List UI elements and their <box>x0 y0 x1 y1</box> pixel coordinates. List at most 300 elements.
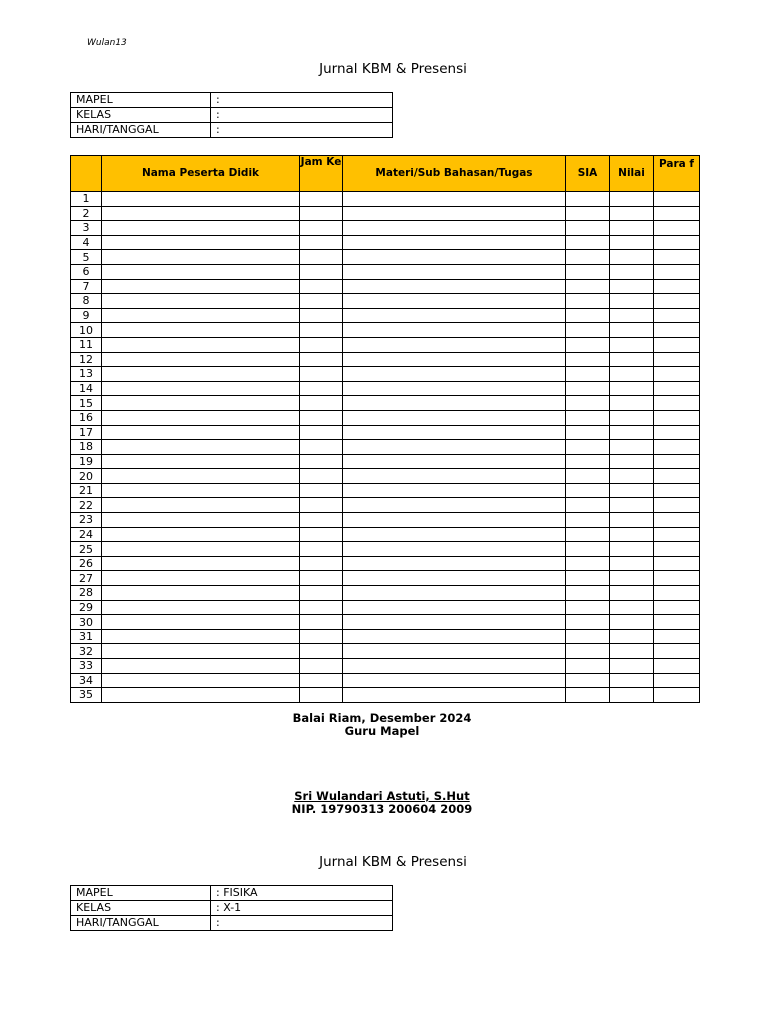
table-cell <box>300 221 343 236</box>
table-cell <box>102 688 300 703</box>
table-cell <box>566 556 610 571</box>
row-number: 5 <box>71 250 102 265</box>
table-cell <box>610 600 654 615</box>
table-row <box>71 294 700 309</box>
table-row <box>71 586 700 601</box>
table-row <box>71 469 700 484</box>
table-cell <box>102 556 300 571</box>
header-sia: SIA <box>566 156 610 192</box>
header-jam: Jam Ke <box>300 156 343 192</box>
table-cell <box>654 600 700 615</box>
table-cell <box>610 673 654 688</box>
table-cell <box>654 644 700 659</box>
row-number: 7 <box>71 279 102 294</box>
table-cell <box>102 469 300 484</box>
row-number: 12 <box>71 352 102 367</box>
table-cell <box>566 367 610 382</box>
row-number: 11 <box>71 337 102 352</box>
row-number: 17 <box>71 425 102 440</box>
row-number: 26 <box>71 556 102 571</box>
table-cell <box>102 206 300 221</box>
table-cell <box>343 410 566 425</box>
table-cell <box>566 192 610 207</box>
table-cell <box>654 615 700 630</box>
table-cell <box>300 615 343 630</box>
row-number: 22 <box>71 498 102 513</box>
table-cell <box>566 527 610 542</box>
table-row <box>71 381 700 396</box>
table-row <box>71 206 700 221</box>
row-number: 16 <box>71 410 102 425</box>
table-cell <box>343 367 566 382</box>
row-number: 4 <box>71 235 102 250</box>
table-cell <box>343 513 566 528</box>
header-nama: Nama Peserta Didik <box>102 156 300 192</box>
table-cell <box>343 250 566 265</box>
table-cell <box>102 264 300 279</box>
table-cell <box>566 542 610 557</box>
header-nilai: Nilai <box>610 156 654 192</box>
row-number: 1 <box>71 192 102 207</box>
table-cell <box>300 264 343 279</box>
table-cell <box>654 542 700 557</box>
row-number: 21 <box>71 483 102 498</box>
table-cell <box>300 483 343 498</box>
table-cell <box>654 381 700 396</box>
table-cell <box>343 469 566 484</box>
table-cell <box>300 571 343 586</box>
table-cell <box>343 337 566 352</box>
row-number: 14 <box>71 381 102 396</box>
table-row <box>71 367 700 382</box>
table-cell <box>610 513 654 528</box>
table-cell <box>300 688 343 703</box>
table-cell <box>300 527 343 542</box>
table-cell <box>610 410 654 425</box>
signature-nip: NIP. 19790313 200604 2009 <box>291 802 473 816</box>
table-cell <box>300 323 343 338</box>
table-cell <box>654 308 700 323</box>
table-cell <box>343 323 566 338</box>
table-cell <box>102 279 300 294</box>
row-number: 33 <box>71 659 102 674</box>
signature-name: Sri Wulandari Astuti, S.Hut <box>294 789 470 803</box>
table-cell <box>102 513 300 528</box>
info2-value-kelas: : X-1 <box>211 901 393 916</box>
table-row <box>71 323 700 338</box>
table-cell <box>343 425 566 440</box>
table-cell <box>102 644 300 659</box>
table-cell <box>566 264 610 279</box>
table-cell <box>654 235 700 250</box>
table-cell <box>102 425 300 440</box>
table-cell <box>102 352 300 367</box>
table-cell <box>343 644 566 659</box>
row-number: 8 <box>71 294 102 309</box>
table-cell <box>610 454 654 469</box>
table-cell <box>102 308 300 323</box>
table-cell <box>610 192 654 207</box>
table-cell <box>300 425 343 440</box>
row-number: 13 <box>71 367 102 382</box>
table-cell <box>102 323 300 338</box>
table-cell <box>343 673 566 688</box>
row-number: 6 <box>71 264 102 279</box>
table-cell <box>300 542 343 557</box>
table-cell <box>566 206 610 221</box>
table-cell <box>343 264 566 279</box>
header-paraf: Para f <box>654 156 700 192</box>
table-row <box>71 440 700 455</box>
table-cell <box>102 542 300 557</box>
table-row <box>71 556 700 571</box>
table-cell <box>343 629 566 644</box>
table-cell <box>566 644 610 659</box>
table-cell <box>566 250 610 265</box>
table-cell <box>654 279 700 294</box>
info-row <box>71 93 393 108</box>
table-row <box>71 513 700 528</box>
header-no <box>71 156 102 192</box>
table-cell <box>300 294 343 309</box>
table-cell <box>654 206 700 221</box>
table-cell <box>610 571 654 586</box>
info-value-mapel: : <box>211 93 393 108</box>
table-cell <box>610 235 654 250</box>
table-cell <box>610 440 654 455</box>
table-cell <box>102 454 300 469</box>
table-row <box>71 673 700 688</box>
table-cell <box>610 323 654 338</box>
table-row <box>71 688 700 703</box>
table-cell <box>102 250 300 265</box>
table-cell <box>566 396 610 411</box>
table-cell <box>343 235 566 250</box>
table-cell <box>300 629 343 644</box>
table-cell <box>102 294 300 309</box>
info2-label-mapel: MAPEL <box>71 886 211 901</box>
table-cell <box>102 221 300 236</box>
table-cell <box>300 367 343 382</box>
table-cell <box>566 425 610 440</box>
info2-label-hari: HARI/TANGGAL <box>71 916 211 931</box>
table-cell <box>654 221 700 236</box>
table-cell <box>343 600 566 615</box>
table-cell <box>300 600 343 615</box>
table-cell <box>300 381 343 396</box>
table-cell <box>300 250 343 265</box>
table-cell <box>610 337 654 352</box>
table-cell <box>610 367 654 382</box>
row-number: 27 <box>71 571 102 586</box>
table-cell <box>343 454 566 469</box>
table-cell <box>654 659 700 674</box>
table-cell <box>102 440 300 455</box>
table-cell <box>566 410 610 425</box>
table-cell <box>566 294 610 309</box>
info-value-kelas: : <box>211 108 393 123</box>
table-cell <box>102 483 300 498</box>
table-cell <box>102 235 300 250</box>
table-cell <box>343 498 566 513</box>
row-number: 10 <box>71 323 102 338</box>
table-cell <box>654 294 700 309</box>
table-cell <box>300 673 343 688</box>
table-cell <box>102 192 300 207</box>
table-cell <box>102 410 300 425</box>
table-row <box>71 250 700 265</box>
table-cell <box>566 352 610 367</box>
table-cell <box>654 264 700 279</box>
table-cell <box>566 323 610 338</box>
table-row <box>71 279 700 294</box>
table-cell <box>654 337 700 352</box>
info-row <box>71 123 393 138</box>
table-cell <box>566 308 610 323</box>
table-cell <box>300 396 343 411</box>
table-cell <box>654 469 700 484</box>
header-note: Wulan13 <box>87 38 127 48</box>
table-cell <box>610 542 654 557</box>
info2-label-kelas: KELAS <box>71 901 211 916</box>
table-cell <box>654 688 700 703</box>
table-row <box>71 425 700 440</box>
table-cell <box>610 250 654 265</box>
table-cell <box>102 629 300 644</box>
row-number: 34 <box>71 673 102 688</box>
table-cell <box>610 615 654 630</box>
table-cell <box>654 556 700 571</box>
table-cell <box>102 498 300 513</box>
table-cell <box>654 586 700 601</box>
page-title: Jurnal KBM & Presensi <box>319 61 467 77</box>
table-cell <box>343 615 566 630</box>
table-cell <box>343 542 566 557</box>
table-cell <box>102 673 300 688</box>
table-cell <box>300 556 343 571</box>
table-cell <box>102 600 300 615</box>
table-row <box>71 629 700 644</box>
table-cell <box>300 469 343 484</box>
table-cell <box>654 352 700 367</box>
table-row <box>71 264 700 279</box>
table-cell <box>102 396 300 411</box>
table-cell <box>343 279 566 294</box>
table-cell <box>102 527 300 542</box>
table-body <box>71 192 700 703</box>
table-cell <box>610 469 654 484</box>
row-number: 3 <box>71 221 102 236</box>
table-cell <box>300 308 343 323</box>
signature-block <box>290 712 474 738</box>
table-cell <box>654 396 700 411</box>
table-cell <box>300 337 343 352</box>
table-cell <box>102 337 300 352</box>
table-row <box>71 615 700 630</box>
info-row <box>71 108 393 123</box>
info2-value-mapel: : FISIKA <box>211 886 393 901</box>
table-cell <box>300 498 343 513</box>
table-cell <box>300 659 343 674</box>
table-cell <box>300 279 343 294</box>
table-cell <box>610 644 654 659</box>
row-number: 24 <box>71 527 102 542</box>
table-cell <box>343 352 566 367</box>
row-number: 19 <box>71 454 102 469</box>
table-cell <box>610 498 654 513</box>
table-cell <box>102 615 300 630</box>
table-cell <box>343 221 566 236</box>
table-cell <box>300 206 343 221</box>
row-number: 23 <box>71 513 102 528</box>
table-row <box>71 571 700 586</box>
table-cell <box>343 396 566 411</box>
table-cell <box>610 352 654 367</box>
table-cell <box>610 629 654 644</box>
table-cell <box>654 673 700 688</box>
table-cell <box>343 571 566 586</box>
table-cell <box>654 425 700 440</box>
table-cell <box>566 513 610 528</box>
table-cell <box>610 396 654 411</box>
table-header-row <box>71 156 700 192</box>
table-cell <box>610 294 654 309</box>
table-cell <box>654 250 700 265</box>
table-cell <box>102 367 300 382</box>
table-cell <box>566 659 610 674</box>
table-row <box>71 542 700 557</box>
row-number: 35 <box>71 688 102 703</box>
table-row <box>71 659 700 674</box>
table-cell <box>654 454 700 469</box>
table-cell <box>566 586 610 601</box>
table-row <box>71 498 700 513</box>
table-cell <box>343 206 566 221</box>
table-cell <box>343 483 566 498</box>
table-cell <box>654 629 700 644</box>
row-number: 9 <box>71 308 102 323</box>
table-cell <box>566 673 610 688</box>
table-cell <box>566 688 610 703</box>
row-number: 28 <box>71 586 102 601</box>
table-cell <box>654 527 700 542</box>
row-number: 2 <box>71 206 102 221</box>
table-cell <box>300 513 343 528</box>
page-title-2: Jurnal KBM & Presensi <box>319 854 467 870</box>
table-cell <box>566 440 610 455</box>
table-row <box>71 352 700 367</box>
table-cell <box>610 556 654 571</box>
table-cell <box>566 600 610 615</box>
table-cell <box>654 440 700 455</box>
table-cell <box>300 352 343 367</box>
table-cell <box>610 483 654 498</box>
table-cell <box>654 498 700 513</box>
info-label-mapel: MAPEL <box>71 93 211 108</box>
table-cell <box>610 688 654 703</box>
header-materi: Materi/Sub Bahasan/Tugas <box>343 156 566 192</box>
row-number: 25 <box>71 542 102 557</box>
signature-identity <box>290 790 474 816</box>
table-cell <box>343 527 566 542</box>
table-cell <box>343 308 566 323</box>
table-row <box>71 337 700 352</box>
table-cell <box>343 440 566 455</box>
table-cell <box>610 425 654 440</box>
table-cell <box>566 381 610 396</box>
table-row <box>71 192 700 207</box>
table-cell <box>610 279 654 294</box>
table-cell <box>654 483 700 498</box>
table-cell <box>343 381 566 396</box>
table-cell <box>300 454 343 469</box>
table-cell <box>610 659 654 674</box>
table-cell <box>102 571 300 586</box>
table-cell <box>654 571 700 586</box>
table-cell <box>610 527 654 542</box>
table-cell <box>566 571 610 586</box>
table-cell <box>566 629 610 644</box>
table-cell <box>343 688 566 703</box>
table-row <box>71 308 700 323</box>
table-cell <box>343 659 566 674</box>
signature-role: Guru Mapel <box>344 724 420 738</box>
table-row <box>71 454 700 469</box>
row-number: 15 <box>71 396 102 411</box>
attendance-table <box>70 155 700 703</box>
info-label-hari: HARI/TANGGAL <box>71 123 211 138</box>
table-cell <box>610 381 654 396</box>
table-cell <box>566 235 610 250</box>
table-cell <box>300 440 343 455</box>
info2-value-hari: : <box>211 916 393 931</box>
table-cell <box>610 221 654 236</box>
table-cell <box>654 410 700 425</box>
table-cell <box>610 206 654 221</box>
table-row <box>71 235 700 250</box>
table-cell <box>566 469 610 484</box>
table-cell <box>343 192 566 207</box>
table-cell <box>610 264 654 279</box>
table-cell <box>566 483 610 498</box>
table-cell <box>300 586 343 601</box>
info-value-hari: : <box>211 123 393 138</box>
table-cell <box>102 381 300 396</box>
table-cell <box>654 367 700 382</box>
table-cell <box>343 294 566 309</box>
info-row <box>71 901 393 916</box>
table-cell <box>566 615 610 630</box>
table-row <box>71 396 700 411</box>
table-cell <box>610 308 654 323</box>
table-cell <box>566 221 610 236</box>
info-label-kelas: KELAS <box>71 108 211 123</box>
table-cell <box>566 279 610 294</box>
row-number: 20 <box>71 469 102 484</box>
table-cell <box>102 586 300 601</box>
table-cell <box>300 644 343 659</box>
table-cell <box>566 454 610 469</box>
table-cell <box>654 323 700 338</box>
table-cell <box>300 235 343 250</box>
info-row <box>71 886 393 901</box>
table-cell <box>102 659 300 674</box>
info-table-2 <box>70 885 393 931</box>
table-row <box>71 600 700 615</box>
table-cell <box>300 192 343 207</box>
info-row <box>71 916 393 931</box>
row-number: 29 <box>71 600 102 615</box>
